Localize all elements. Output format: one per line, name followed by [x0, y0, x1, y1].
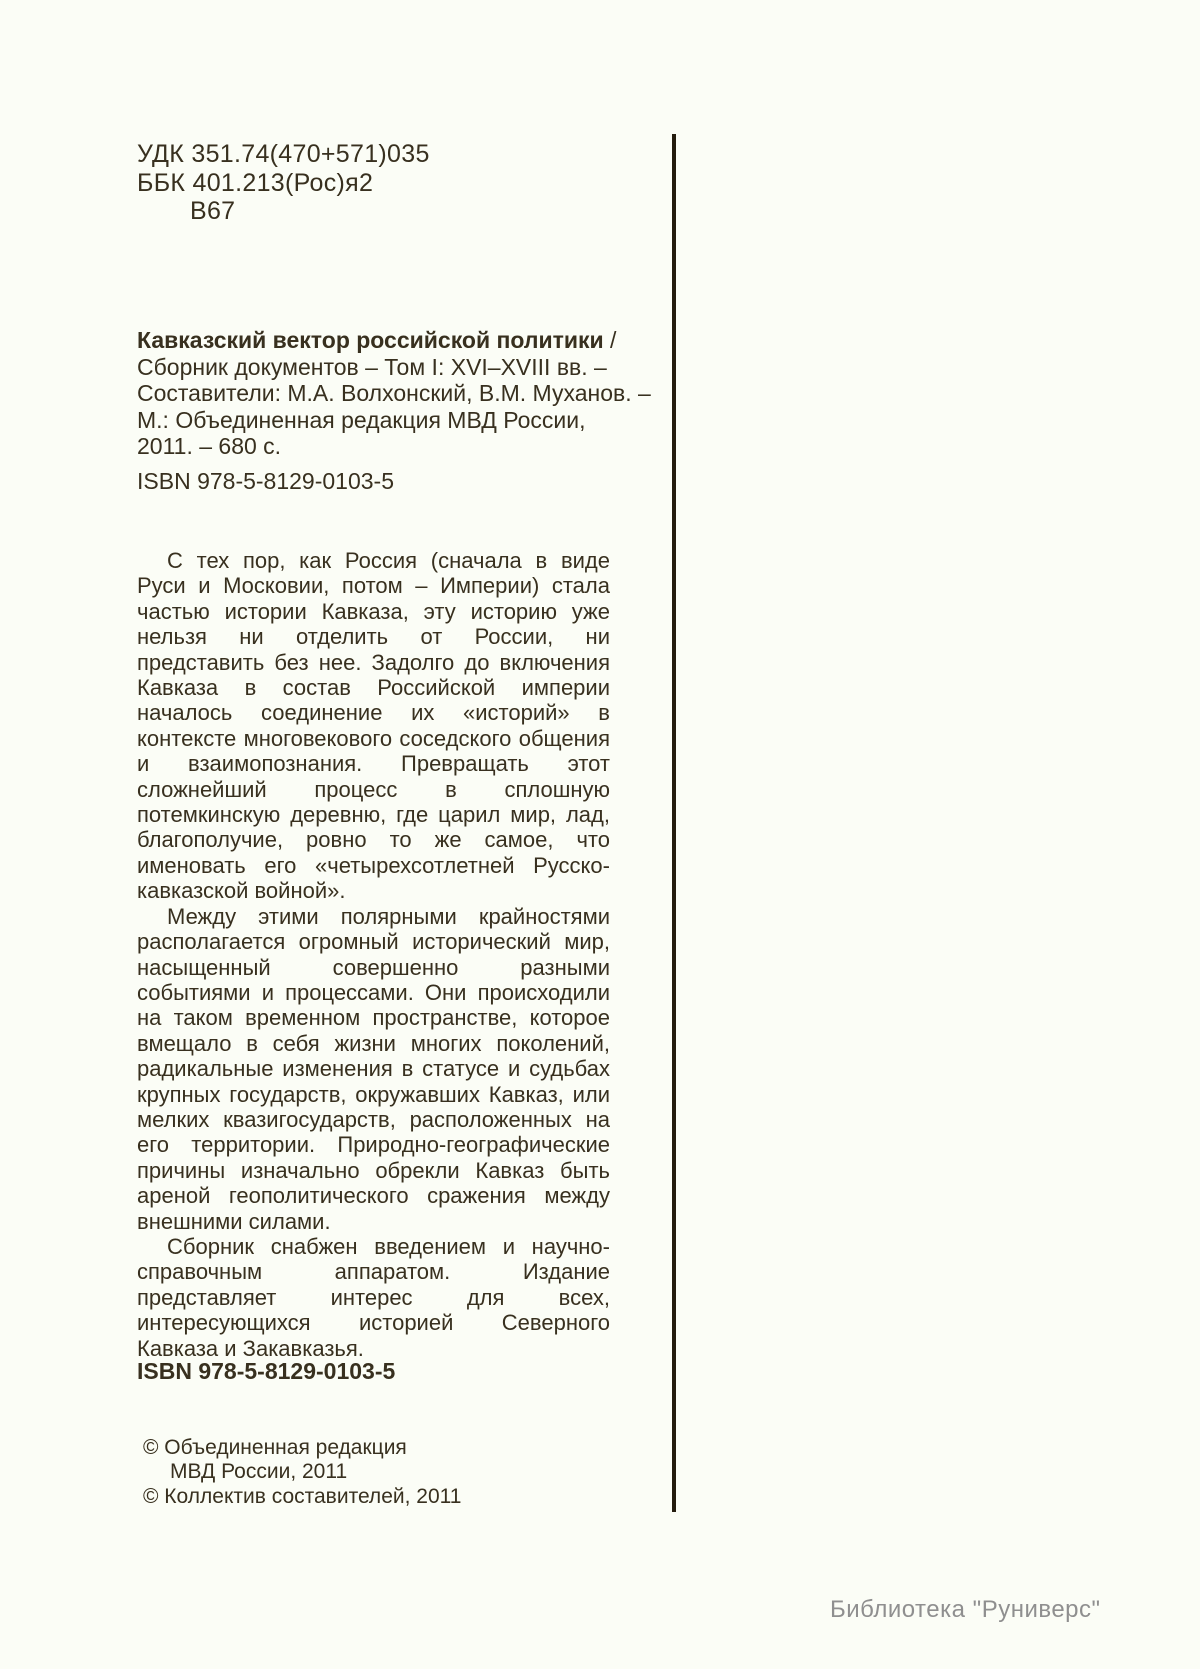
annotation-paragraph: Между этими полярными крайностями располагается огромный исторический мир, насыщенный совершенно разными событиями и процессами. Они происходили на таком временном пространстве, которое вмещало в себя жизни многих поколений, радикальные изменения в статусе и судьбах крупных государств, окружавших Кавказ, или мелких квазигосударств, расположенных на его территории. Природно-географические причины изначально обрекли Кавказ быть ареной геополитического сражения между внешними силами. [137, 903, 610, 1234]
book-title: Кавказский вектор российской политики [137, 327, 604, 353]
imprint-block [137, 327, 657, 460]
imprint-line: Составители: М.А. Волхонский, В.М. Муханов. – [137, 380, 651, 407]
author-sign: В67 [190, 197, 236, 225]
udk-number: УДК 351.74(470+571)035 [137, 140, 430, 168]
copyright-line: МВД России, 2011 [170, 1460, 348, 1484]
copyright-line: © Коллектив составителей, 2011 [143, 1484, 462, 1508]
title-separator: / [603, 327, 617, 353]
vertical-rule [672, 134, 676, 1512]
copyright-block [143, 1436, 461, 1509]
cataloging-block [137, 140, 430, 226]
library-watermark: Библиотека "Руниверс" [830, 1596, 1101, 1623]
isbn-bottom: ISBN 978-5-8129-0103-5 [137, 1358, 396, 1384]
bbk-number: ББК 401.213(Рос)я2 [137, 168, 374, 197]
imprint-description [137, 354, 657, 460]
annotation-block [137, 548, 610, 1361]
imprint-line: Сборник документов – Том I: XVI–XVIII вв. – [137, 353, 607, 380]
isbn-top: ISBN 978-5-8129-0103-5 [137, 468, 394, 494]
imprint-line: 2011. – 680 с. [137, 433, 282, 460]
annotation-paragraph: Сборник снабжен введением и научно-справочным аппаратом. Издание представляет интерес для всех, интересующихся историей Северного Кавказа и Закавказья. [137, 1233, 610, 1361]
imprint-line: М.: Объединенная редакция МВД России, [137, 406, 586, 433]
imprint-title-line [137, 327, 657, 354]
annotation-paragraph: С тех пор, как Россия (сначала в виде Руси и Московии, потом – Империи) стала частью истории Кавказа, эту историю уже нельзя ни отделить от России, ни представить без нее. Задолго до включения Кавказа в состав Российской империи началось соединение их «историй» в контексте многовекового соседского общения и взаимопознания. Превращать этот сложнейший процесс в сплошную потемкинскую деревню, где царил мир, лад, благополучие, ровно то же самое, что именовать его «четырехсотлетней Русско-кавказской войной». [137, 548, 610, 904]
copyright-line: © Объединенная редакция [143, 1436, 407, 1459]
